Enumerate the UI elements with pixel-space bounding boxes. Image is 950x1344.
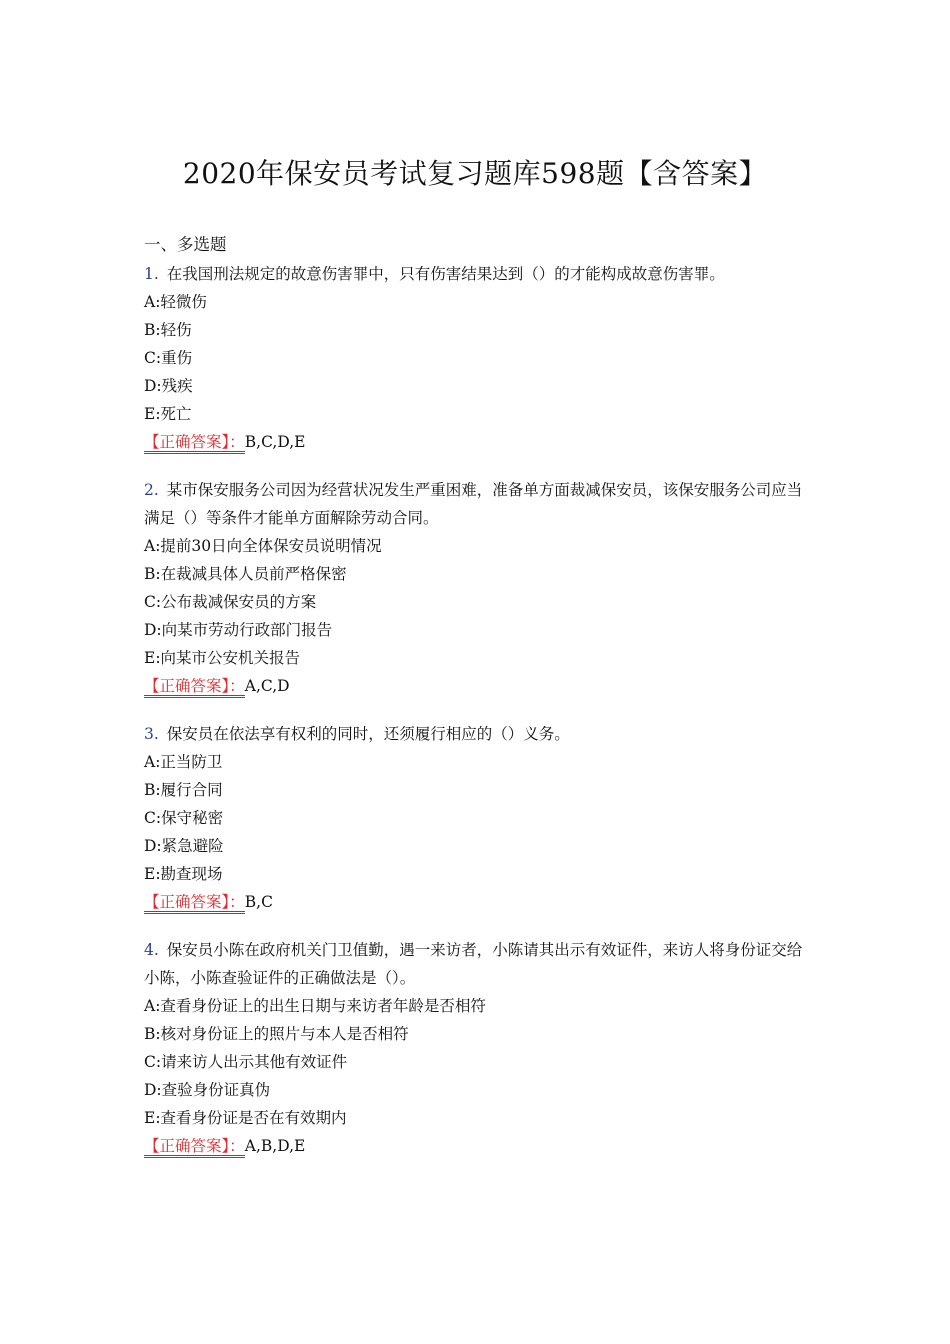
correct-answer-label: 【正确答案】： [144, 672, 245, 700]
correct-answer-value: A,B,D,E [244, 1137, 306, 1155]
correct-answer [144, 672, 812, 700]
question-text: 某市保安服务公司因为经营状况发生严重困难，准备单方面裁减保安员，该保安服务公司应当满足（）等条件才能单方面解除劳动合同。 [144, 481, 803, 527]
question-item [144, 936, 812, 1160]
question-stem [144, 720, 812, 748]
question-text: 保安员在依法享有权利的同时，还须履行相应的（）义务。 [166, 725, 570, 743]
question-number: 4. [144, 941, 159, 959]
correct-answer [144, 888, 812, 916]
answer-option: A:轻微伤 [144, 293, 207, 311]
question-number: 2. [144, 481, 159, 499]
question-item [144, 260, 812, 456]
questions-container [144, 260, 812, 1160]
question-stem [144, 260, 812, 288]
answer-option: B:在裁减具体人员前严格保密 [144, 565, 347, 583]
question-text: 在我国刑法规定的故意伤害罪中，只有伤害结果达到（）的才能构成故意伤害罪。 [166, 265, 725, 283]
answer-option: D:残疾 [144, 377, 193, 395]
answer-option: B:核对身份证上的照片与本人是否相符 [144, 1025, 409, 1043]
answer-option: E:查看身份证是否在有效期内 [144, 1109, 347, 1127]
question-text: 保安员小陈在政府机关门卫值勤，遇一来访者，小陈请其出示有效证件，来访人将身份证交给小陈，小陈查验证件的正确做法是（）。 [144, 941, 803, 987]
question-list [144, 232, 812, 1180]
question-stem [144, 476, 812, 532]
answer-option: C:公布裁减保安员的方案 [144, 593, 317, 611]
correct-answer [144, 1132, 812, 1160]
question-item [144, 476, 812, 700]
correct-answer-label: 【正确答案】： [144, 428, 245, 456]
correct-answer-value: A,C,D [244, 677, 290, 695]
document-title: 2020年保安员考试复习题库598题【含答案】 [182, 157, 768, 190]
answer-option: A:提前30日向全体保安员说明情况 [144, 537, 382, 555]
answer-option: A:查看身份证上的出生日期与来访者年龄是否相符 [144, 997, 486, 1015]
correct-answer-value: B,C [244, 893, 273, 911]
question-number: 1. [144, 265, 159, 283]
answer-option: E:死亡 [144, 405, 192, 423]
question-number: 3. [144, 725, 159, 743]
question-stem [144, 936, 812, 992]
correct-answer-label: 【正确答案】： [144, 888, 245, 916]
correct-answer-value: B,C,D,E [244, 433, 306, 451]
answer-option: D:向某市劳动行政部门报告 [144, 621, 333, 639]
correct-answer-label: 【正确答案】： [144, 1132, 245, 1160]
answer-option: E:向某市公安机关报告 [144, 649, 301, 667]
answer-option: C:保守秘密 [144, 809, 224, 827]
answer-option: E:勘查现场 [144, 865, 223, 883]
answer-option: B:轻伤 [144, 321, 192, 339]
answer-option: D:查验身份证真伪 [144, 1081, 271, 1099]
answer-option: C:请来访人出示其他有效证件 [144, 1053, 348, 1071]
correct-answer [144, 428, 812, 456]
section-heading: 一、多选题 [144, 235, 227, 254]
answer-option: C:重伤 [144, 349, 193, 367]
question-item [144, 720, 812, 916]
answer-option: B:履行合同 [144, 781, 223, 799]
answer-option: D:紧急避险 [144, 837, 224, 855]
answer-option: A:正当防卫 [144, 753, 223, 771]
